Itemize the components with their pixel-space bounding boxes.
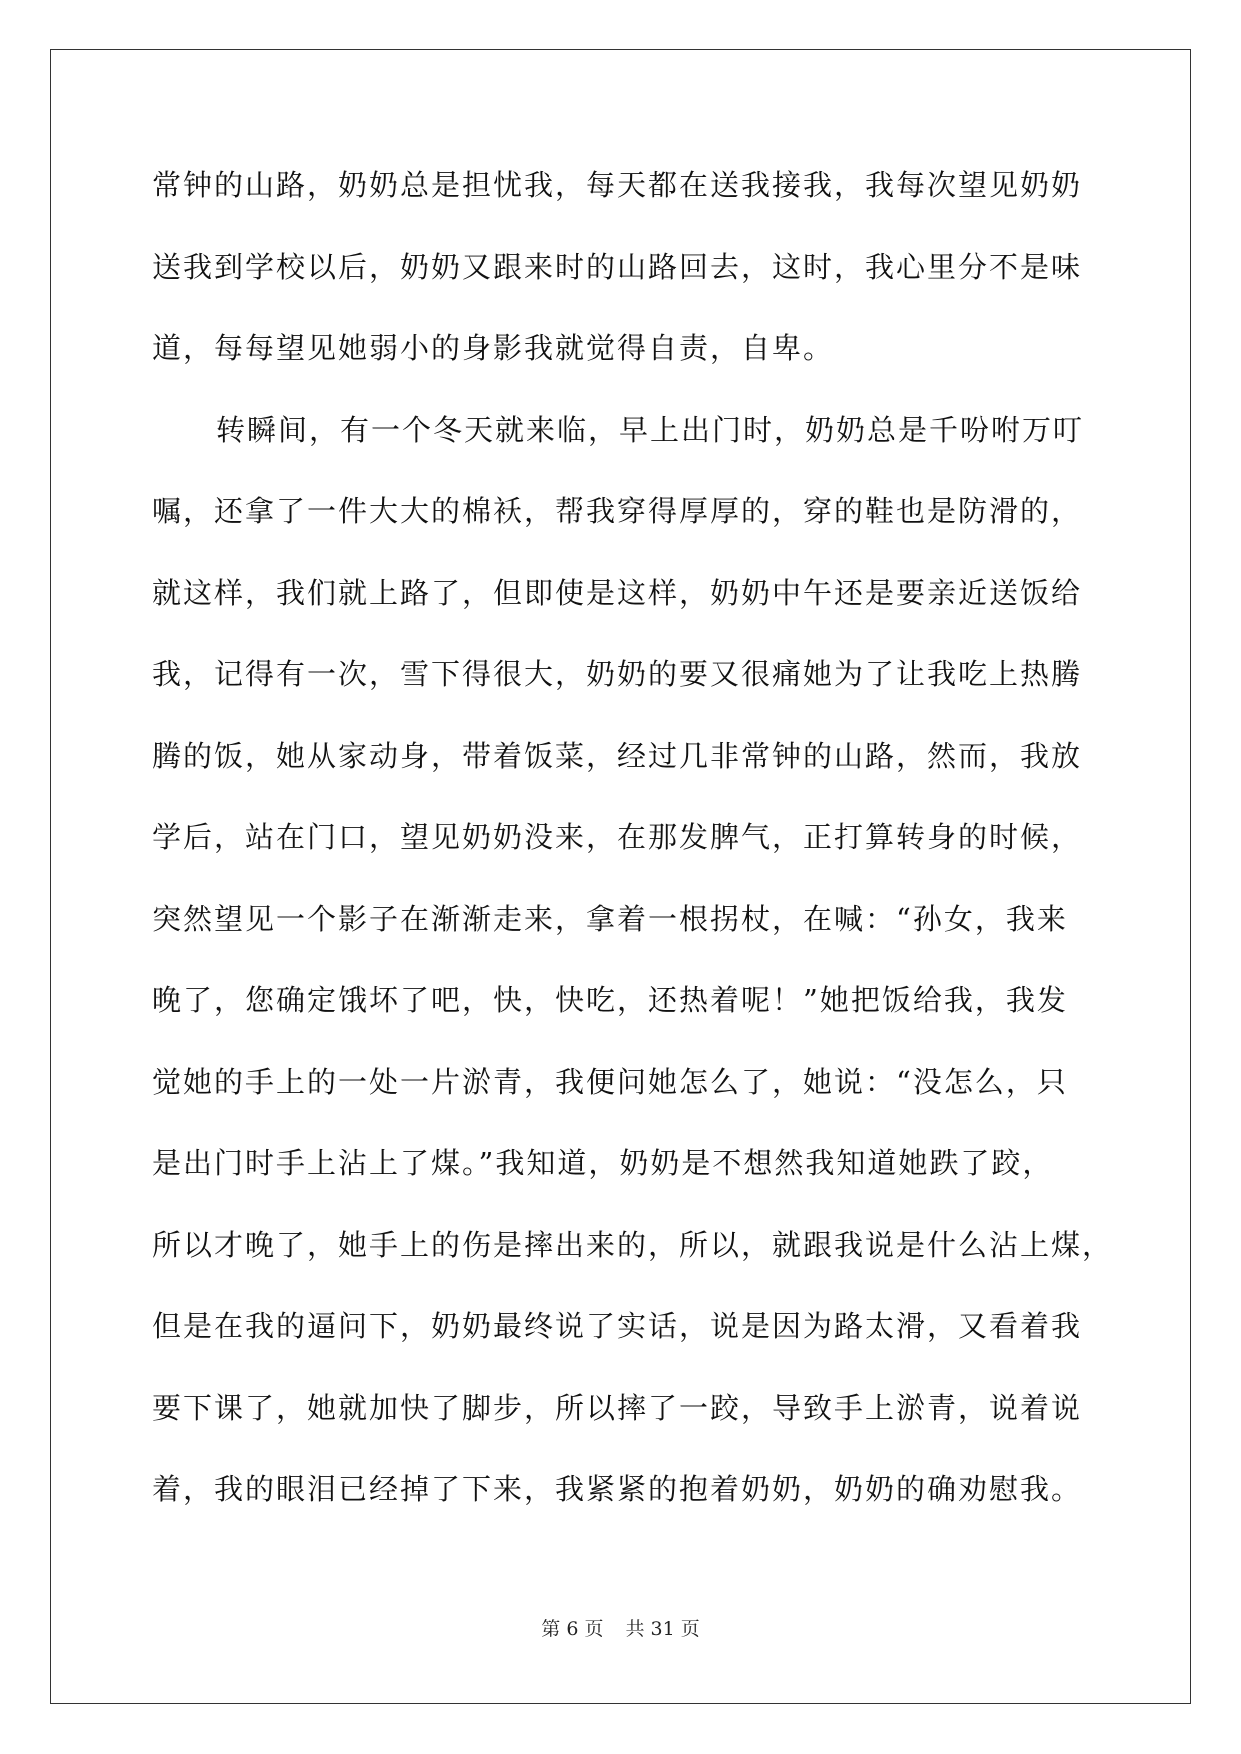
text-line: 是出门时手上沾上了煤。”我知道，奶奶是不想然我知道她跌了跤，: [152, 1146, 1054, 1180]
text-line: 突然望见一个影子在渐渐走来，拿着一根拐杖，在喊：“孙女，我来: [152, 901, 1068, 936]
text-line: 我，记得有一次，雪下得很大，奶奶的要又很痛她为了让我吃上热腾: [152, 657, 1083, 691]
page-footer: [0, 1614, 1241, 1641]
text-line: 要下课了，她就加快了脚步，所以摔了一跤，导致手上淤青，说着说: [152, 1390, 1083, 1425]
text-line: 学后，站在门口，望见奶奶没来，在那发脾气，正打算转身的时候，: [152, 820, 1083, 854]
text-line: 觉她的手上的一处一片淤青，我便问她怎么了，她说：“没怎么，只: [152, 1064, 1068, 1099]
body-text: [152, 160, 1112, 1546]
text-line: 所以才晚了，她手上的伤是摔出来的，所以，就跟我说是什么沾上煤，: [152, 1227, 1114, 1262]
page-total: 共 31 页: [625, 1618, 700, 1640]
text-line: 道，每每望见她弱小的身影我就觉得自责，自卑。: [152, 331, 835, 365]
text-line: 转瞬间，有一个冬天就来临，早上出门时，奶奶总是千吩咐万叮: [216, 412, 1085, 447]
text-line: 腾的饭，她从家动身，带着饭菜，经过几非常钟的山路，然而，我放: [152, 738, 1083, 773]
page-number: 第 6 页: [541, 1618, 604, 1640]
text-line: 送我到学校以后，奶奶又跟来时的山路回去，这时，我心里分不是味: [152, 249, 1083, 284]
text-line: 晚了，您确定饿坏了吧，快，快吃，还热着呢！”她把饭给我，我发: [152, 983, 1068, 1017]
text-line: 就这样，我们就上路了，但即使是这样，奶奶中午还是要亲近送饭给: [152, 575, 1083, 610]
text-line: 但是在我的逼问下，奶奶最终说了实话，说是因为路太滑，又看着我: [152, 1309, 1083, 1343]
text-line: 常钟的山路，奶奶总是担忧我，每天都在送我接我，我每次望见奶奶: [152, 168, 1083, 202]
text-line: 嘱，还拿了一件大大的棉袄，帮我穿得厚厚的，穿的鞋也是防滑的，: [152, 494, 1083, 528]
text-line: 着，我的眼泪已经掉了下来，我紧紧的抱着奶奶，奶奶的确劝慰我。: [152, 1472, 1083, 1506]
